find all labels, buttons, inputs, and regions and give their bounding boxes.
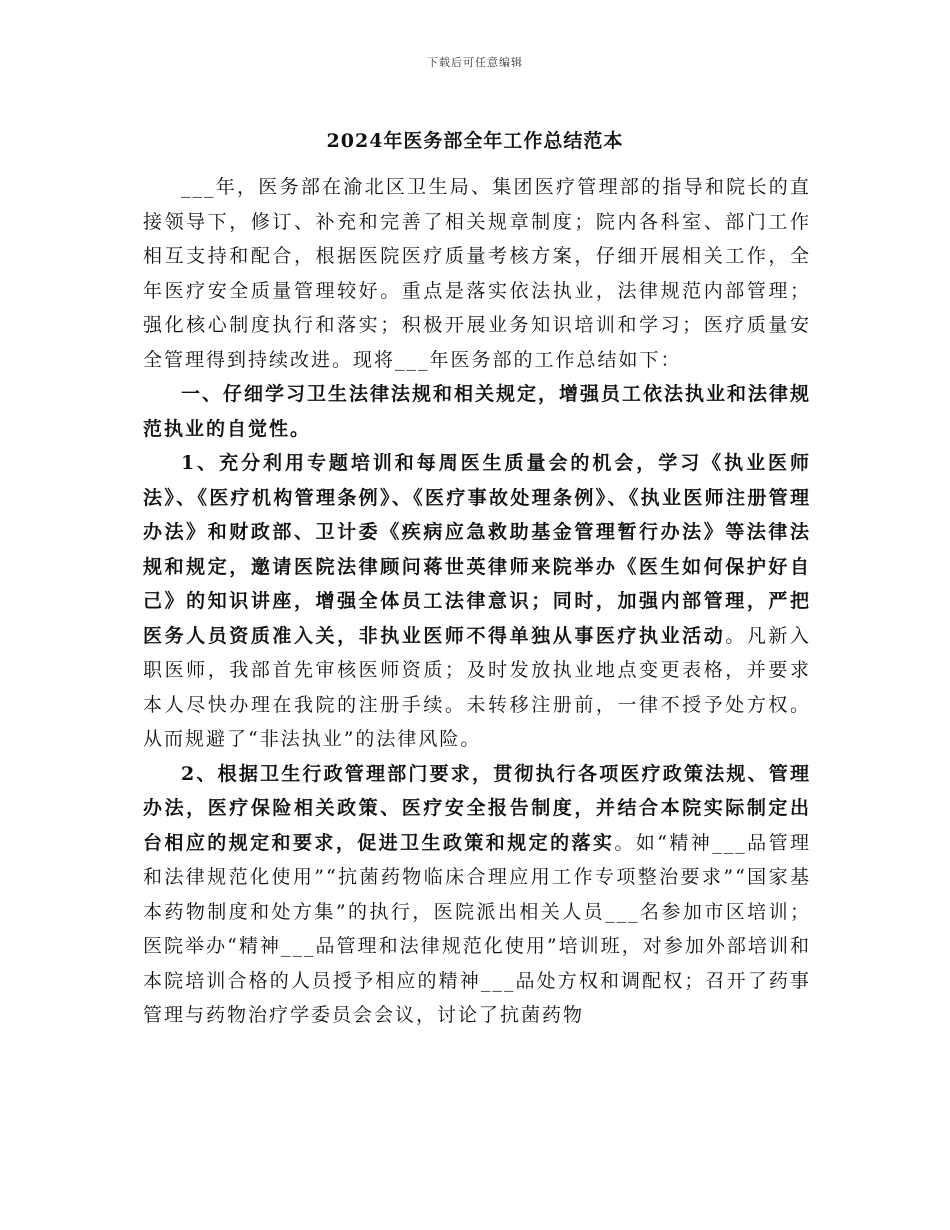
item-1-normal-text: 。凡新入职医师，我部首先审核医师资质；及时发放执业地点变更表格，并要求本人尽快办理在我院的注册手续。未转移注册前，一律不授予处方权。从而规避了“非法执业”的法律风险。 bbox=[143, 624, 811, 750]
item-2-paragraph bbox=[143, 757, 811, 1033]
item-1-paragraph bbox=[143, 446, 811, 757]
item-2-normal-text: 。如“精神___品管理和法律规范化使用”“抗菌药物临床合理应用工作专项整治要求”“国家基本药物制度和处方集”的执行，医院派出相关人员___名参加市区培训；医院举办“精神___品管理和法律规范化使用”培训班，对参加外部培训和本院培训合格的人员授予相应的精神___品处方权和调配权；召开了药事管理与药物治疗学委员会会议，讨论了抗菌药物 bbox=[143, 831, 811, 1026]
document-body bbox=[143, 170, 811, 1033]
intro-paragraph: ___年，医务部在渝北区卫生局、集团医疗管理部的指导和院长的直接领导下，修订、补充和完善了相关规章制度；院内各科室、部门工作相互支持和配合，根据医院医疗质量考核方案，仔细开展相关工作，全年医疗安全质量管理较好。重点是落实依法执业，法律规范内部管理；强化核心制度执行和落实；积极开展业务知识培训和学习；医疗质量安全管理得到持续改进。现将___年医务部的工作总结如下： bbox=[143, 176, 811, 371]
item-2-bold-text: 2、根据卫生行政管理部门要求，贯彻执行各项医疗政策法规、管理办法，医疗保险相关政策、医疗安全报告制度，并结合本院实际制定出台相应的规定和要求，促进卫生政策和规定的落实 bbox=[143, 762, 811, 854]
item-1-bold-text: 1、充分利用专题培训和每周医生质量会的机会，学习《执业医师法》、《医疗机构管理条例》、《医疗事故处理条例》、《执业医师注册管理办法》和财政部、卫计委《疾病应急救助基金管理暂行办法》等法律法规和规定，邀请医院法律顾问蒋世英律师来院举办《医生如何保护好自己》的知识讲座，增强全体员工法律意识；同时，加强内部管理，严把医务人员资质准入关，非执业医师不得单独从事医疗执业活动 bbox=[143, 452, 811, 647]
header-note: 下载后可任意编辑 bbox=[427, 56, 523, 69]
section-heading-1: 一、仔细学习卫生法律法规和相关规定，增强员工依法执业和法律规范执业的自觉性。 bbox=[143, 383, 812, 440]
document-title: 2024年医务部全年工作总结范本 bbox=[326, 130, 624, 152]
